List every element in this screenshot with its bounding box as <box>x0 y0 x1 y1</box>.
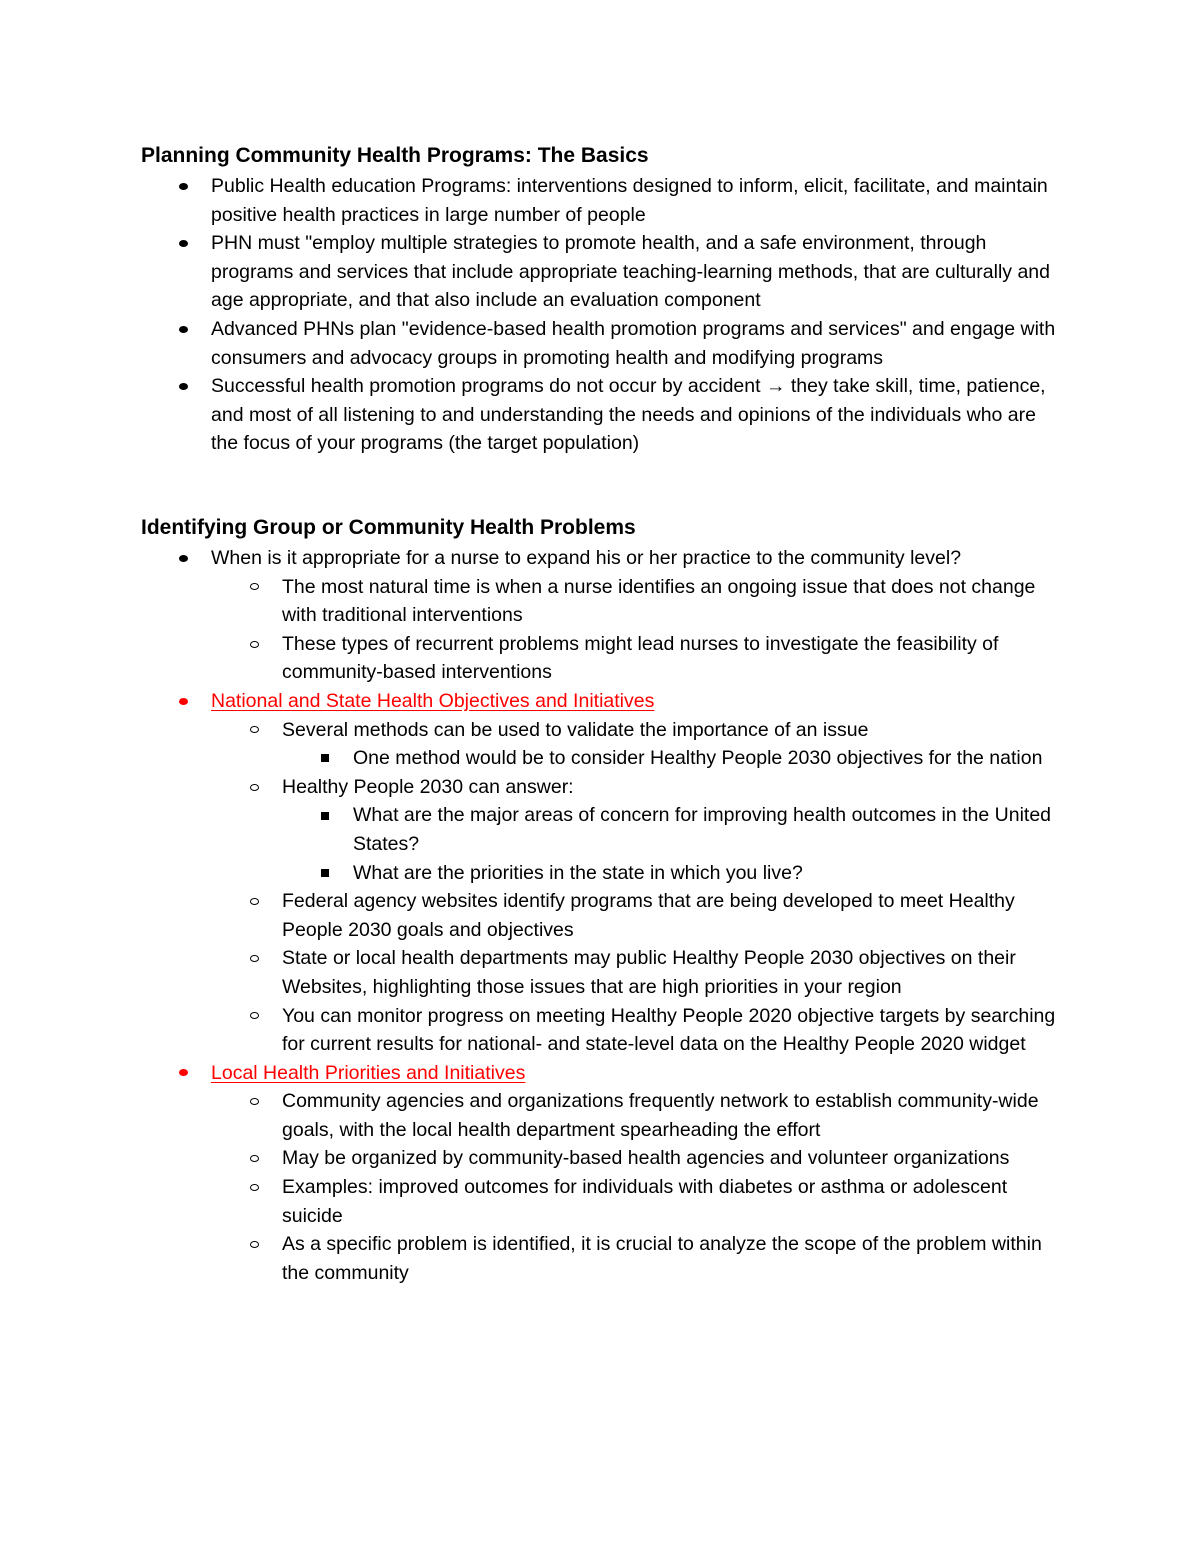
section-heading-identifying: Identifying Group or Community Health Problems <box>141 516 636 539</box>
hollow-circle-bullet-icon <box>247 1173 261 1202</box>
national-initiatives-link[interactable]: National and State Health Objectives and Initiatives <box>211 689 655 712</box>
list-item: Healthy People 2030 can answer: <box>0 773 1062 802</box>
filled-square-bullet-icon <box>318 744 332 773</box>
list-item: Several methods can be used to validate the importance of an issue <box>0 716 1062 745</box>
list-item: As a specific problem is identified, it is crucial to analyze the scope of the problem within the community <box>0 1230 1062 1287</box>
list-item: Public Health education Programs: interventions designed to inform, elicit, facilitate, and maintain positive health practices in large number of people <box>0 172 1061 229</box>
hollow-circle-bullet-icon <box>247 1230 261 1259</box>
filled-circle-bullet-icon <box>176 544 190 573</box>
hollow-circle-bullet-icon <box>247 887 261 916</box>
hollow-circle-bullet-icon <box>247 944 261 973</box>
list-item: What are the major areas of concern for improving health outcomes in the United States? <box>0 801 1063 858</box>
hollow-circle-bullet-icon <box>247 1087 261 1116</box>
planning-list <box>0 172 1061 458</box>
filled-circle-bullet-icon <box>176 372 190 401</box>
national-initiatives-link-item[interactable] <box>0 687 1061 716</box>
list-item: Examples: improved outcomes for individuals with diabetes or asthma or adolescent suicide <box>0 1173 1062 1230</box>
list-item: Community agencies and organizations frequently network to establish community-wide goals, with the local health department spearheading the effort <box>0 1087 1062 1144</box>
filled-square-bullet-icon <box>318 859 332 888</box>
hollow-circle-bullet-icon <box>247 716 261 745</box>
filled-circle-bullet-icon <box>176 687 190 716</box>
filled-circle-bullet-icon <box>176 1059 190 1088</box>
filled-circle-bullet-icon <box>176 315 190 344</box>
section-heading-planning: Planning Community Health Programs: The Basics <box>141 144 649 167</box>
list-item: You can monitor progress on meeting Healthy People 2020 objective targets by searching for current results for national- and state-level data on the Healthy People 2020 widget <box>0 1002 1062 1059</box>
filled-circle-bullet-icon <box>176 172 190 201</box>
list-item: The most natural time is when a nurse identifies an ongoing issue that does not change with traditional interventions <box>0 573 1062 630</box>
hollow-circle-bullet-icon <box>247 773 261 802</box>
identifying-list <box>0 544 1063 1287</box>
list-item: What are the priorities in the state in which you live? <box>0 859 1063 888</box>
local-initiatives-link[interactable]: Local Health Priorities and Initiatives <box>211 1061 526 1084</box>
list-item: When is it appropriate for a nurse to expand his or her practice to the community level? <box>0 544 1061 573</box>
local-initiatives-link-item[interactable] <box>0 1059 1061 1088</box>
hollow-circle-bullet-icon <box>247 1002 261 1031</box>
list-item: One method would be to consider Healthy People 2030 objectives for the nation <box>0 744 1063 773</box>
list-item: Federal agency websites identify programs that are being developed to meet Healthy People 2030 goals and objectives <box>0 887 1062 944</box>
list-item: Successful health promotion programs do not occur by accident → they take skill, time, patience, and most of all listening to and understanding the needs and opinions of the individuals who are the focus of your programs (the target population) <box>0 372 1061 458</box>
filled-circle-bullet-icon <box>176 229 190 258</box>
list-item: PHN must "employ multiple strategies to promote health, and a safe environment, through programs and services that include appropriate teaching-learning methods, that are culturally and age appropriate, and that also include an evaluation component <box>0 229 1061 315</box>
hollow-circle-bullet-icon <box>247 630 261 659</box>
list-item: State or local health departments may public Healthy People 2030 objectives on their Websites, highlighting those issues that are high priorities in your region <box>0 944 1062 1001</box>
list-item: May be organized by community-based health agencies and volunteer organizations <box>0 1144 1062 1173</box>
hollow-circle-bullet-icon <box>247 1144 261 1173</box>
list-item: Advanced PHNs plan "evidence-based health promotion programs and services" and engage with consumers and advocacy groups in promoting health and modifying programs <box>0 315 1061 372</box>
filled-square-bullet-icon <box>318 801 332 830</box>
hollow-circle-bullet-icon <box>247 573 261 602</box>
list-item: These types of recurrent problems might lead nurses to investigate the feasibility of community-based interventions <box>0 630 1062 687</box>
